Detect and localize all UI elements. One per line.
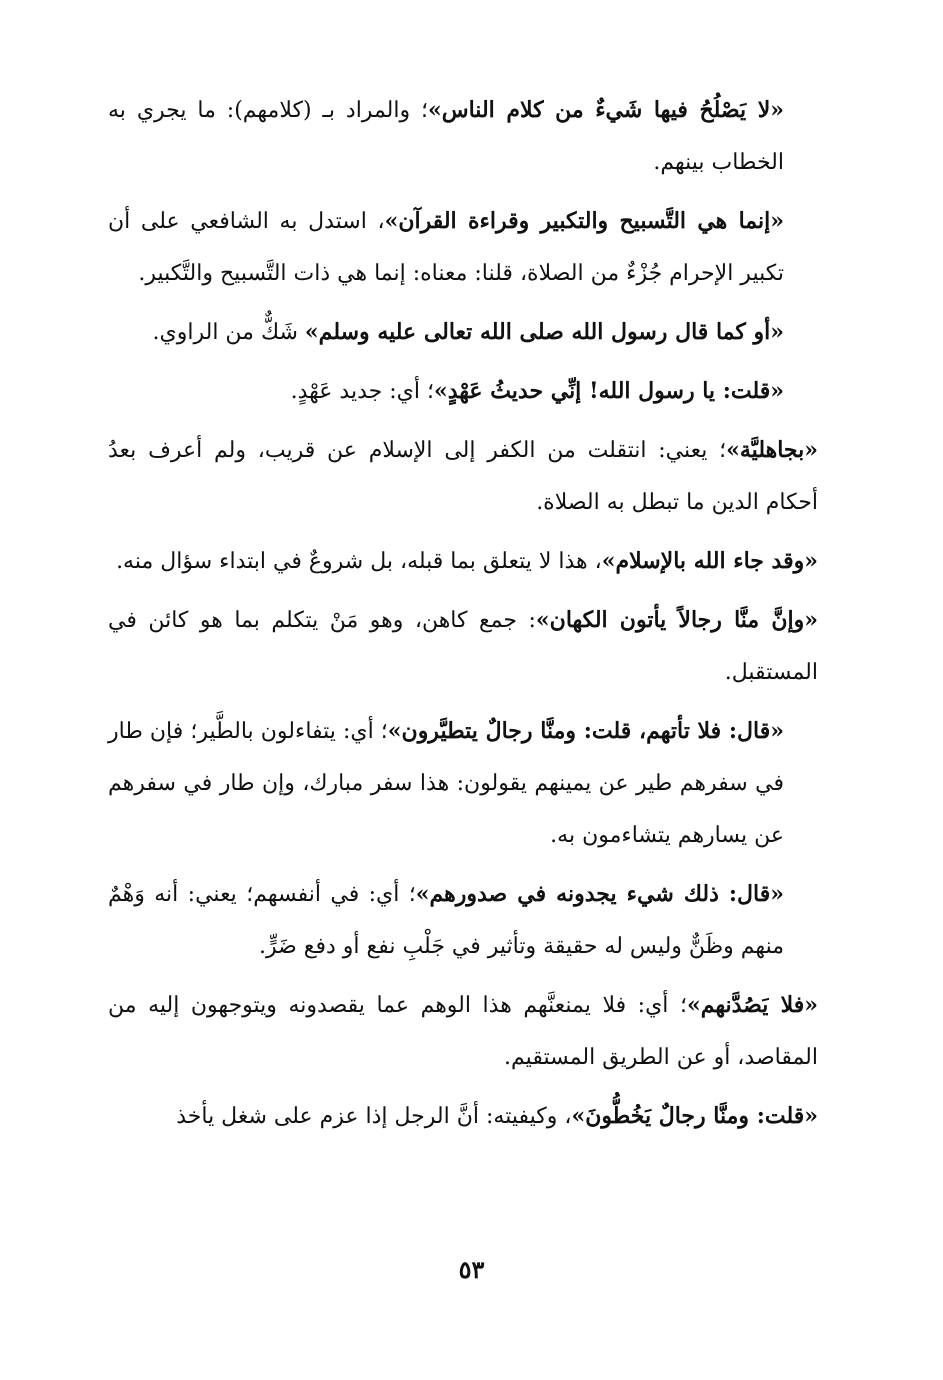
paragraph-8 — [108, 705, 818, 862]
quoted-hadith-phrase: «وقد جاء الله بالإسلام» — [601, 548, 818, 574]
paragraph-5 — [108, 424, 818, 529]
quoted-hadith-phrase: «إنما هي التَّسبيح والتكبير وقراءة القرآن» — [384, 208, 784, 234]
quoted-hadith-phrase: «بجاهليَّة» — [726, 437, 818, 463]
commentary-text: : جمع كاهن، وهو مَنْ يتكلم بما هو كائن في المستقبل. — [108, 608, 818, 685]
paragraph-3 — [108, 306, 818, 359]
paragraph-1 — [108, 84, 818, 189]
paragraph-4 — [108, 365, 818, 418]
quoted-hadith-phrase: «قال: ذلك شيء يجدونه في صدورهم» — [415, 881, 784, 907]
commentary-text: شَكٌّ من الراوي. — [152, 320, 305, 345]
commentary-text: ، وكيفيته: أنَّ الرجل إذا عزم على شغل يأخذ — [176, 1104, 572, 1129]
commentary-text: ، هذا لا يتعلق بما قبله، بل شروعٌ في ابتداء سؤال منه. — [116, 549, 602, 574]
quoted-hadith-phrase: «قلت: ومنَّا رجالٌ يَخُطُّونَ» — [571, 1103, 818, 1129]
quoted-hadith-phrase: «أو كما قال رسول الله صلى الله تعالى عليه وسلم» — [304, 319, 784, 345]
commentary-text: ؛ أي: فلا يمنعنَّهم هذا الوهم عما يقصدونه ويتوجهون إليه من المقاصد، أو عن الطريق المستقيم. — [108, 993, 818, 1070]
commentary-text: ؛ والمراد بـ (كلامهم): ما يجري به الخطاب بينهم. — [108, 98, 784, 175]
quoted-hadith-phrase: «فلا يَصُدَّنهم» — [686, 992, 818, 1018]
commentary-text: ؛ أي: يتفاءلون بالطَّير؛ فإن طار في سفرهم طير عن يمينهم يقولون: هذا سفر مبارك، وإن طار في سفرهم عن يسارهم يتشاءمون به. — [108, 719, 784, 848]
quoted-hadith-phrase: «وإنَّ منَّا رجالاً يأتون الكهان» — [535, 607, 819, 633]
paragraph-9 — [108, 868, 818, 973]
quoted-hadith-phrase: «لا يَصْلُحُ فيها شَيءٌ من كلام الناس» — [428, 97, 784, 123]
page-number: ٥٣ — [458, 1255, 485, 1284]
page-text — [108, 84, 818, 1149]
commentary-text: ؛ أي: جديد عَهْدٍ. — [290, 379, 434, 404]
commentary-text: ، استدل به الشافعي على أن تكبير الإحرام جُزْءٌ من الصلاة، قلنا: معناه: إنما هي ذات التَّسبيح والتَّكبير. — [108, 209, 784, 286]
paragraph-10 — [108, 979, 818, 1084]
paragraph-7 — [108, 594, 818, 699]
paragraph-2 — [108, 195, 818, 300]
paragraph-6 — [108, 535, 818, 588]
commentary-text: ؛ يعني: انتقلت من الكفر إلى الإسلام عن قريب، ولم أعرف بعدُ أحكام الدين ما تبطل به الصلاة. — [108, 438, 818, 515]
paragraph-11 — [108, 1090, 818, 1143]
commentary-text: ؛ أي: في أنفسهم؛ يعني: أنه وَهْمٌ منهم وظَنٌّ وليس له حقيقة وتأثير في جَلْبِ نفع أو دفع ضَرٍّ. — [108, 882, 784, 959]
quoted-hadith-phrase: «قال: فلا تأتهم، قلت: ومنَّا رجالٌ يتطيَّرون» — [387, 718, 784, 744]
quoted-hadith-phrase: «قلت: يا رسول الله! إنِّي حديثُ عَهْدٍ» — [433, 378, 784, 404]
